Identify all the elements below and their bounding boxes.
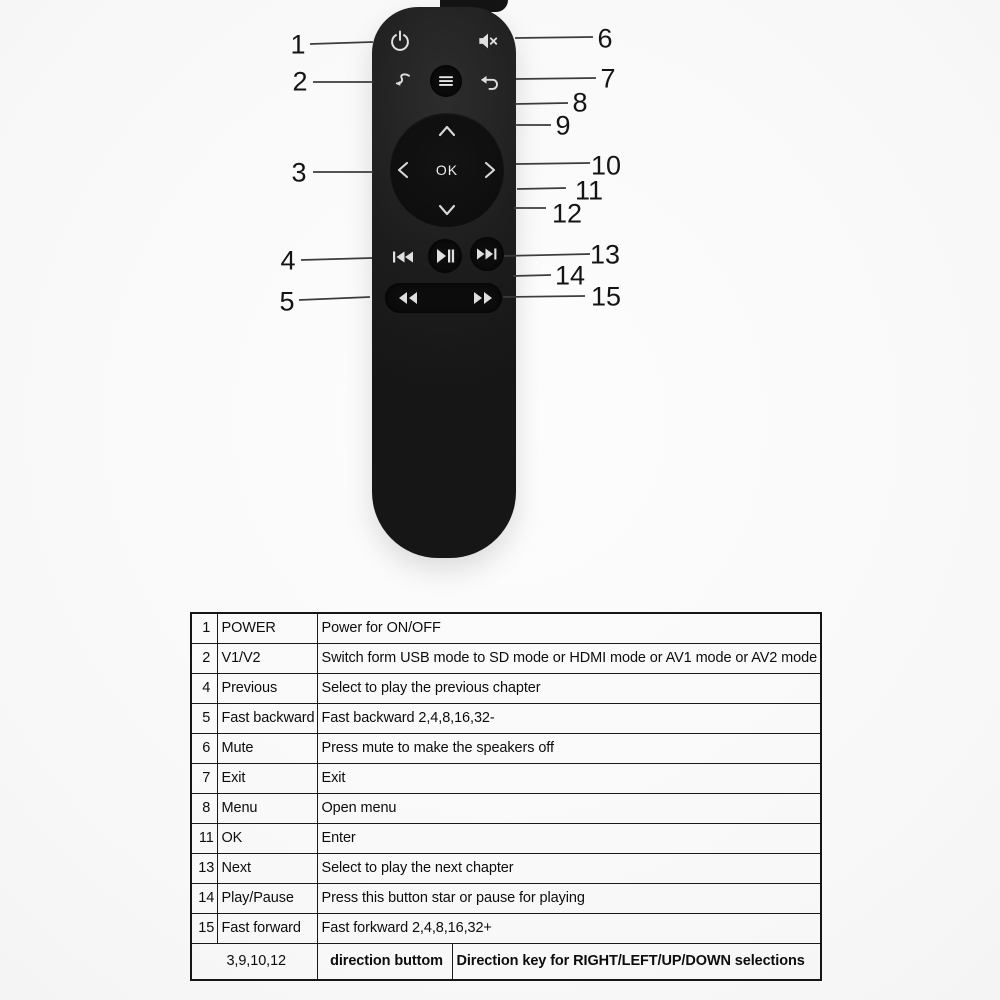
return-icon [477, 69, 503, 95]
callout-number: 9 [555, 110, 571, 141]
table-row [191, 673, 821, 703]
table-row [191, 703, 821, 733]
button-function-table [190, 612, 822, 981]
callout-number: 10 [590, 150, 622, 181]
button-name-cell: Play/Pause [217, 883, 317, 913]
remote-control [372, 7, 516, 558]
button-function-cell: Open menu [317, 793, 821, 823]
up-arrow-icon [438, 124, 456, 138]
table-row [191, 613, 821, 643]
button-function-cell: Exit [317, 763, 821, 793]
button-function-cell: Fast forkward 2,4,8,16,32+ [317, 913, 821, 943]
table-row [191, 823, 821, 853]
direction-button-name-cell: direction buttom [317, 943, 452, 980]
left-arrow-icon [396, 161, 410, 179]
button-name-cell: POWER [217, 613, 317, 643]
callout-number: 5 [279, 286, 295, 317]
button-number-cell: 11 [191, 823, 217, 853]
previous-button [390, 247, 416, 267]
mute-icon [475, 28, 501, 54]
button-function-cell: Select to play the next chapter [317, 853, 821, 883]
menu-icon [436, 71, 456, 91]
table-row [191, 733, 821, 763]
table-row [191, 853, 821, 883]
play-pause-icon [435, 247, 455, 265]
callout-number: 12 [551, 198, 583, 229]
fast-forward-icon [472, 290, 494, 306]
button-number-cell: 8 [191, 793, 217, 823]
table-row [191, 883, 821, 913]
next-button [470, 237, 504, 271]
button-name-cell: Fast backward [217, 703, 317, 733]
fast-seek-bar [385, 283, 502, 313]
direction-button-function-cell: Direction key for RIGHT/LEFT/UP/DOWN selections [452, 943, 821, 980]
button-name-cell: V1/V2 [217, 643, 317, 673]
button-number-cell: 4 [191, 673, 217, 703]
play-pause-button [428, 239, 462, 273]
ok-button: OK [435, 162, 459, 178]
down-arrow-icon [438, 203, 456, 217]
callout-number: 2 [292, 66, 308, 97]
menu-button [430, 65, 462, 97]
table-row [191, 793, 821, 823]
callout-number: 4 [280, 245, 296, 276]
callout-number: 14 [554, 260, 586, 291]
fast-backward-icon [397, 290, 419, 306]
callout-number: 15 [590, 281, 622, 312]
callout-number: 1 [290, 29, 306, 60]
table-row [191, 643, 821, 673]
button-name-cell: Fast forward [217, 913, 317, 943]
button-function-cell: Switch form USB mode to SD mode or HDMI mode or AV1 mode or AV2 mode [317, 643, 821, 673]
button-number-cell: 15 [191, 913, 217, 943]
power-button [387, 28, 413, 54]
button-number-cell: 5 [191, 703, 217, 733]
button-name-cell: Previous [217, 673, 317, 703]
callout-number: 11 [574, 175, 604, 206]
table-row [191, 763, 821, 793]
button-function-cell: Enter [317, 823, 821, 853]
return-button [477, 69, 503, 95]
button-number-cell: 1 [191, 613, 217, 643]
button-number-cell: 2 [191, 643, 217, 673]
callout-number: 8 [572, 87, 588, 118]
callout-number: 3 [291, 157, 307, 188]
table-footer-row [191, 943, 821, 980]
callout-number: 7 [600, 63, 616, 94]
direction-pad [390, 113, 504, 227]
button-name-cell: Mute [217, 733, 317, 763]
button-function-cell: Power for ON/OFF [317, 613, 821, 643]
previous-icon [390, 247, 416, 267]
button-number-cell: 7 [191, 763, 217, 793]
button-number-cell: 6 [191, 733, 217, 763]
button-function-cell: Fast backward 2,4,8,16,32- [317, 703, 821, 733]
button-number-cell: 13 [191, 853, 217, 883]
source-button [390, 69, 416, 95]
source-icon [390, 69, 416, 95]
right-arrow-icon [483, 161, 497, 179]
button-name-cell: Menu [217, 793, 317, 823]
power-icon [387, 28, 413, 54]
button-name-cell: OK [217, 823, 317, 853]
button-function-cell: Press this button star or pause for playing [317, 883, 821, 913]
direction-button-numbers-cell: 3,9,10,12 [191, 943, 317, 980]
callout-number: 13 [589, 239, 621, 270]
callout-number: 6 [597, 23, 613, 54]
button-name-cell: Exit [217, 763, 317, 793]
button-function-cell: Select to play the previous chapter [317, 673, 821, 703]
button-function-cell: Press mute to make the speakers off [317, 733, 821, 763]
mute-button [475, 28, 501, 54]
table-row [191, 913, 821, 943]
button-name-cell: Next [217, 853, 317, 883]
next-icon [475, 245, 499, 263]
button-number-cell: 14 [191, 883, 217, 913]
